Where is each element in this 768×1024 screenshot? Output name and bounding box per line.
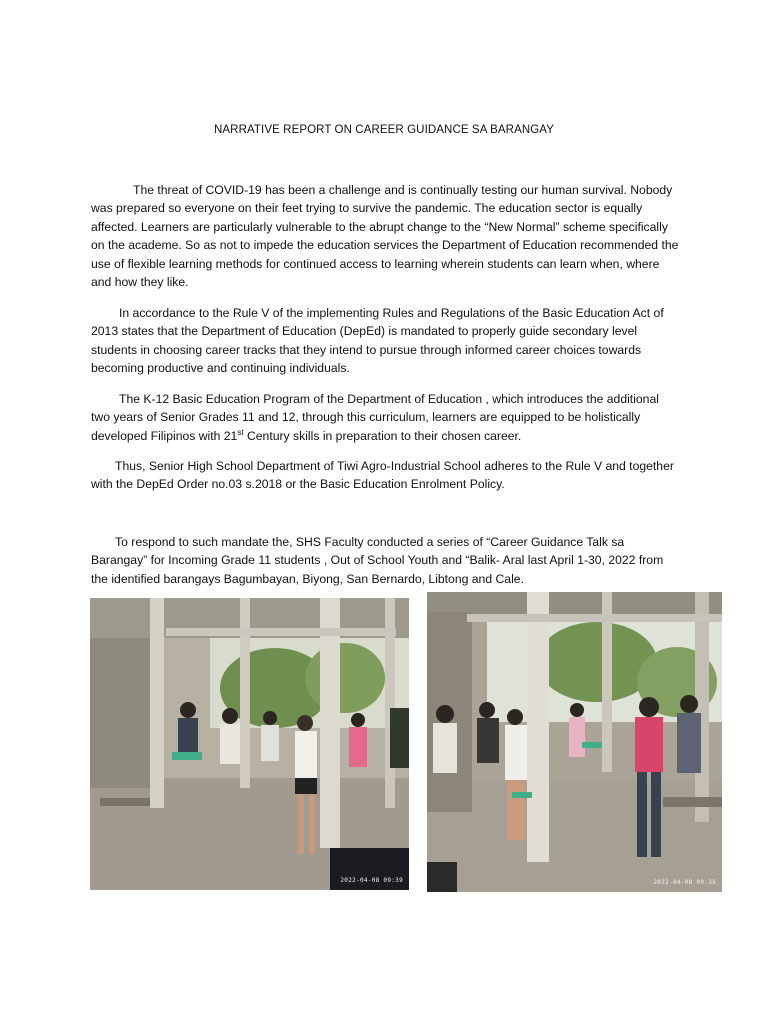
photo-right-scene <box>427 592 722 892</box>
paragraph-mandate: To respond to such mandate the, SHS Faculty conducted a series of “Career Guidance Talk sa Barangay” for Incoming Grade 11 students , Out of School Youth and “Balik- Aral last April 1-30, 2022 from the identified barangays Bagumbayan, Biyong, San Bernardo, Libtong and Cale. <box>91 535 664 586</box>
photo-left-timestamp: 2022-04-08 09:39 <box>340 877 403 884</box>
paragraph-covid-context: The threat of COVID-19 has been a challenge and is continually testing our human survival. Nobody was prepared so everyone on their feet trying to survive the pandemic. The education sector is equally affected. Learners are particularly vulnerable to the abrupt change to the “New Normal” scheme specifically on the academe. So as not to impede the education services the Department of Education recommended the use of flexible learning methods for continued access to learning wherein students can learn when, where and how they like. <box>91 183 679 290</box>
paragraph-k12 <box>91 390 681 445</box>
photo-right-timestamp: 2022-04-08 09:35 <box>653 879 716 886</box>
photo-left-scene <box>90 598 409 890</box>
event-photo-right <box>427 592 722 892</box>
paragraph-rule-v: In accordance to the Rule V of the implementing Rules and Regulations of the Basic Education Act of 2013 states that the Department of Education (DepEd) is mandated to properly guide secondary level students in choosing career tracks that they intend to pursue through informed career choices towards becoming productive and continuing individuals. <box>91 306 664 376</box>
report-title: NARRATIVE REPORT ON CAREER GUIDANCE SA BARANGAY <box>214 124 554 136</box>
k12-text-after: Century skills in preparation to their chosen career. <box>243 428 522 443</box>
k12-text-before: The K-12 Basic Education Program of the Department of Education , which introduces the additional two years of Senior Grades 11 and 12, through this curriculum, learners are equipped to be holistically developed Filipinos with 21 <box>91 392 659 443</box>
event-photo-left <box>90 598 409 890</box>
k12-superscript: st <box>237 427 244 437</box>
paragraph-tiwi-school: Thus, Senior High School Department of Tiwi Agro-Industrial School adheres to the Rule V and together with the DepEd Order no.03 s.2018 or the Basic Education Enrolment Policy. <box>91 459 674 492</box>
